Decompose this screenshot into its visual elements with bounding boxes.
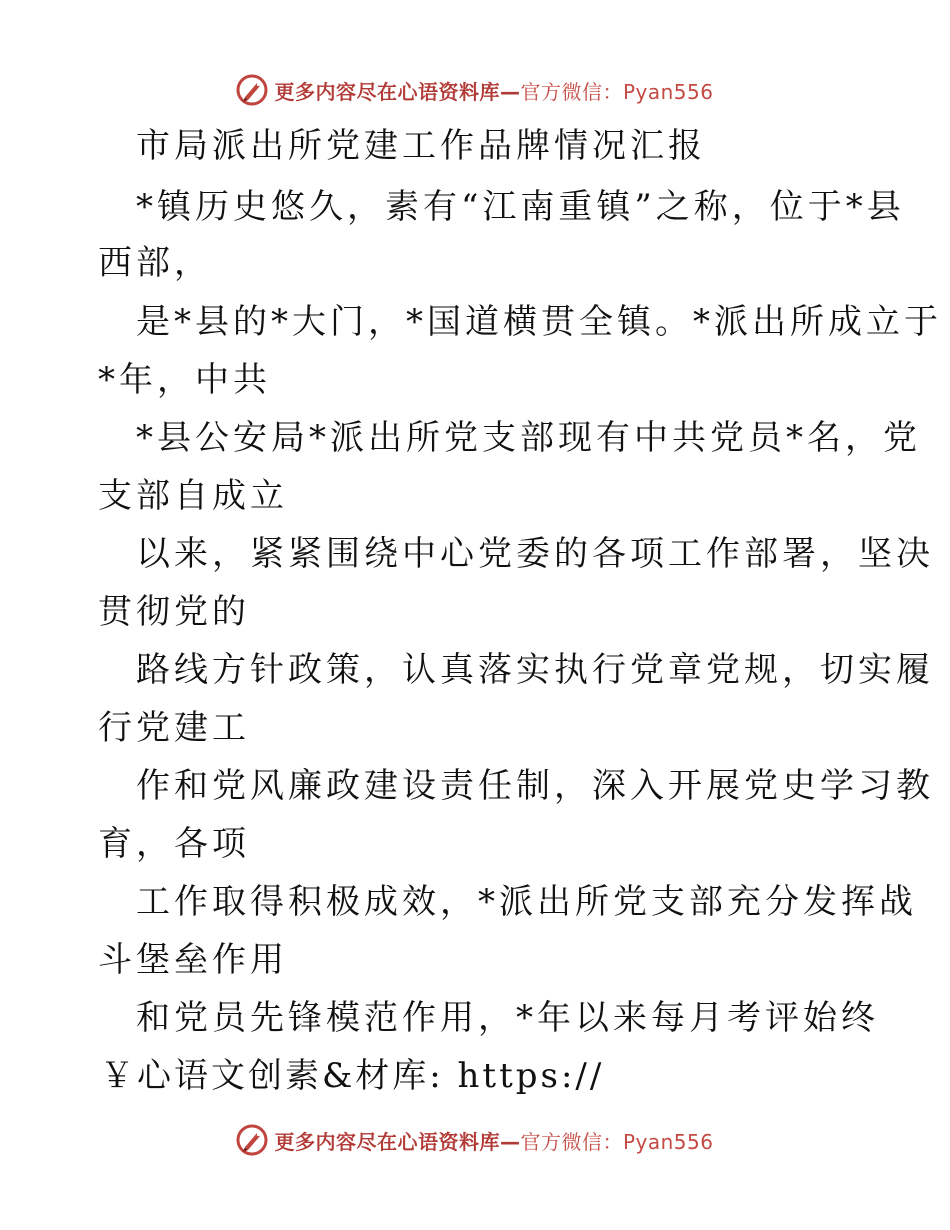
paragraph-line: 路线方针政策，认真落实执行党章党规，切实履 <box>136 650 934 690</box>
pen-logo-icon <box>236 74 268 106</box>
paragraph-line: 以来，紧紧围绕中心党委的各项工作部署，坚决 <box>136 534 934 574</box>
paragraph-line: 是*县的*大门，*国道横贯全镇。*派出所成立于 <box>136 302 942 342</box>
banner-wechat: 官方微信：Pyan556 <box>520 79 714 104</box>
paragraph-line: *镇历史悠久，素有“江南重镇”之称，位于*县 <box>136 187 905 227</box>
banner-separator: — <box>499 79 521 104</box>
banner-wechat: 官方微信：Pyan556 <box>520 1129 714 1154</box>
paragraph-line: 和党员先锋模范作用，*年以来每月考评始终 <box>136 998 879 1038</box>
doc-title: 市局派出所党建工作品牌情况汇报 <box>136 126 706 166</box>
paragraph-line: *年，中共 <box>98 360 271 400</box>
paragraph-line: 育，各项 <box>98 824 250 864</box>
paragraph-line: 工作取得积极成效，*派出所党支部充分发挥战 <box>136 882 917 922</box>
pen-logo-icon <box>236 1124 268 1156</box>
banner-main: 更多内容尽在心语资料库 <box>274 79 500 104</box>
source-footer-line: ￥心语文创素&材库: https:// <box>100 1056 605 1096</box>
banner-main: 更多内容尽在心语资料库 <box>274 1129 500 1154</box>
paragraph-line: 作和党风廉政建设责任制，深入开展党史学习教 <box>136 766 934 806</box>
banner-text <box>274 1126 713 1155</box>
paragraph-line: 贯彻党的 <box>98 592 250 632</box>
paragraph-line: 行党建工 <box>98 708 250 748</box>
paragraph-line: 支部自成立 <box>98 476 288 516</box>
banner-separator: — <box>499 1129 521 1154</box>
paragraph-line: *县公安局*派出所党支部现有中共党员*名，党 <box>136 418 921 458</box>
bottom-watermark-banner <box>0 1120 950 1160</box>
paragraph-line: 斗堡垒作用 <box>98 940 288 980</box>
top-watermark-banner <box>0 70 950 110</box>
paragraph-line: 西部， <box>98 243 212 283</box>
banner-text <box>274 76 713 105</box>
